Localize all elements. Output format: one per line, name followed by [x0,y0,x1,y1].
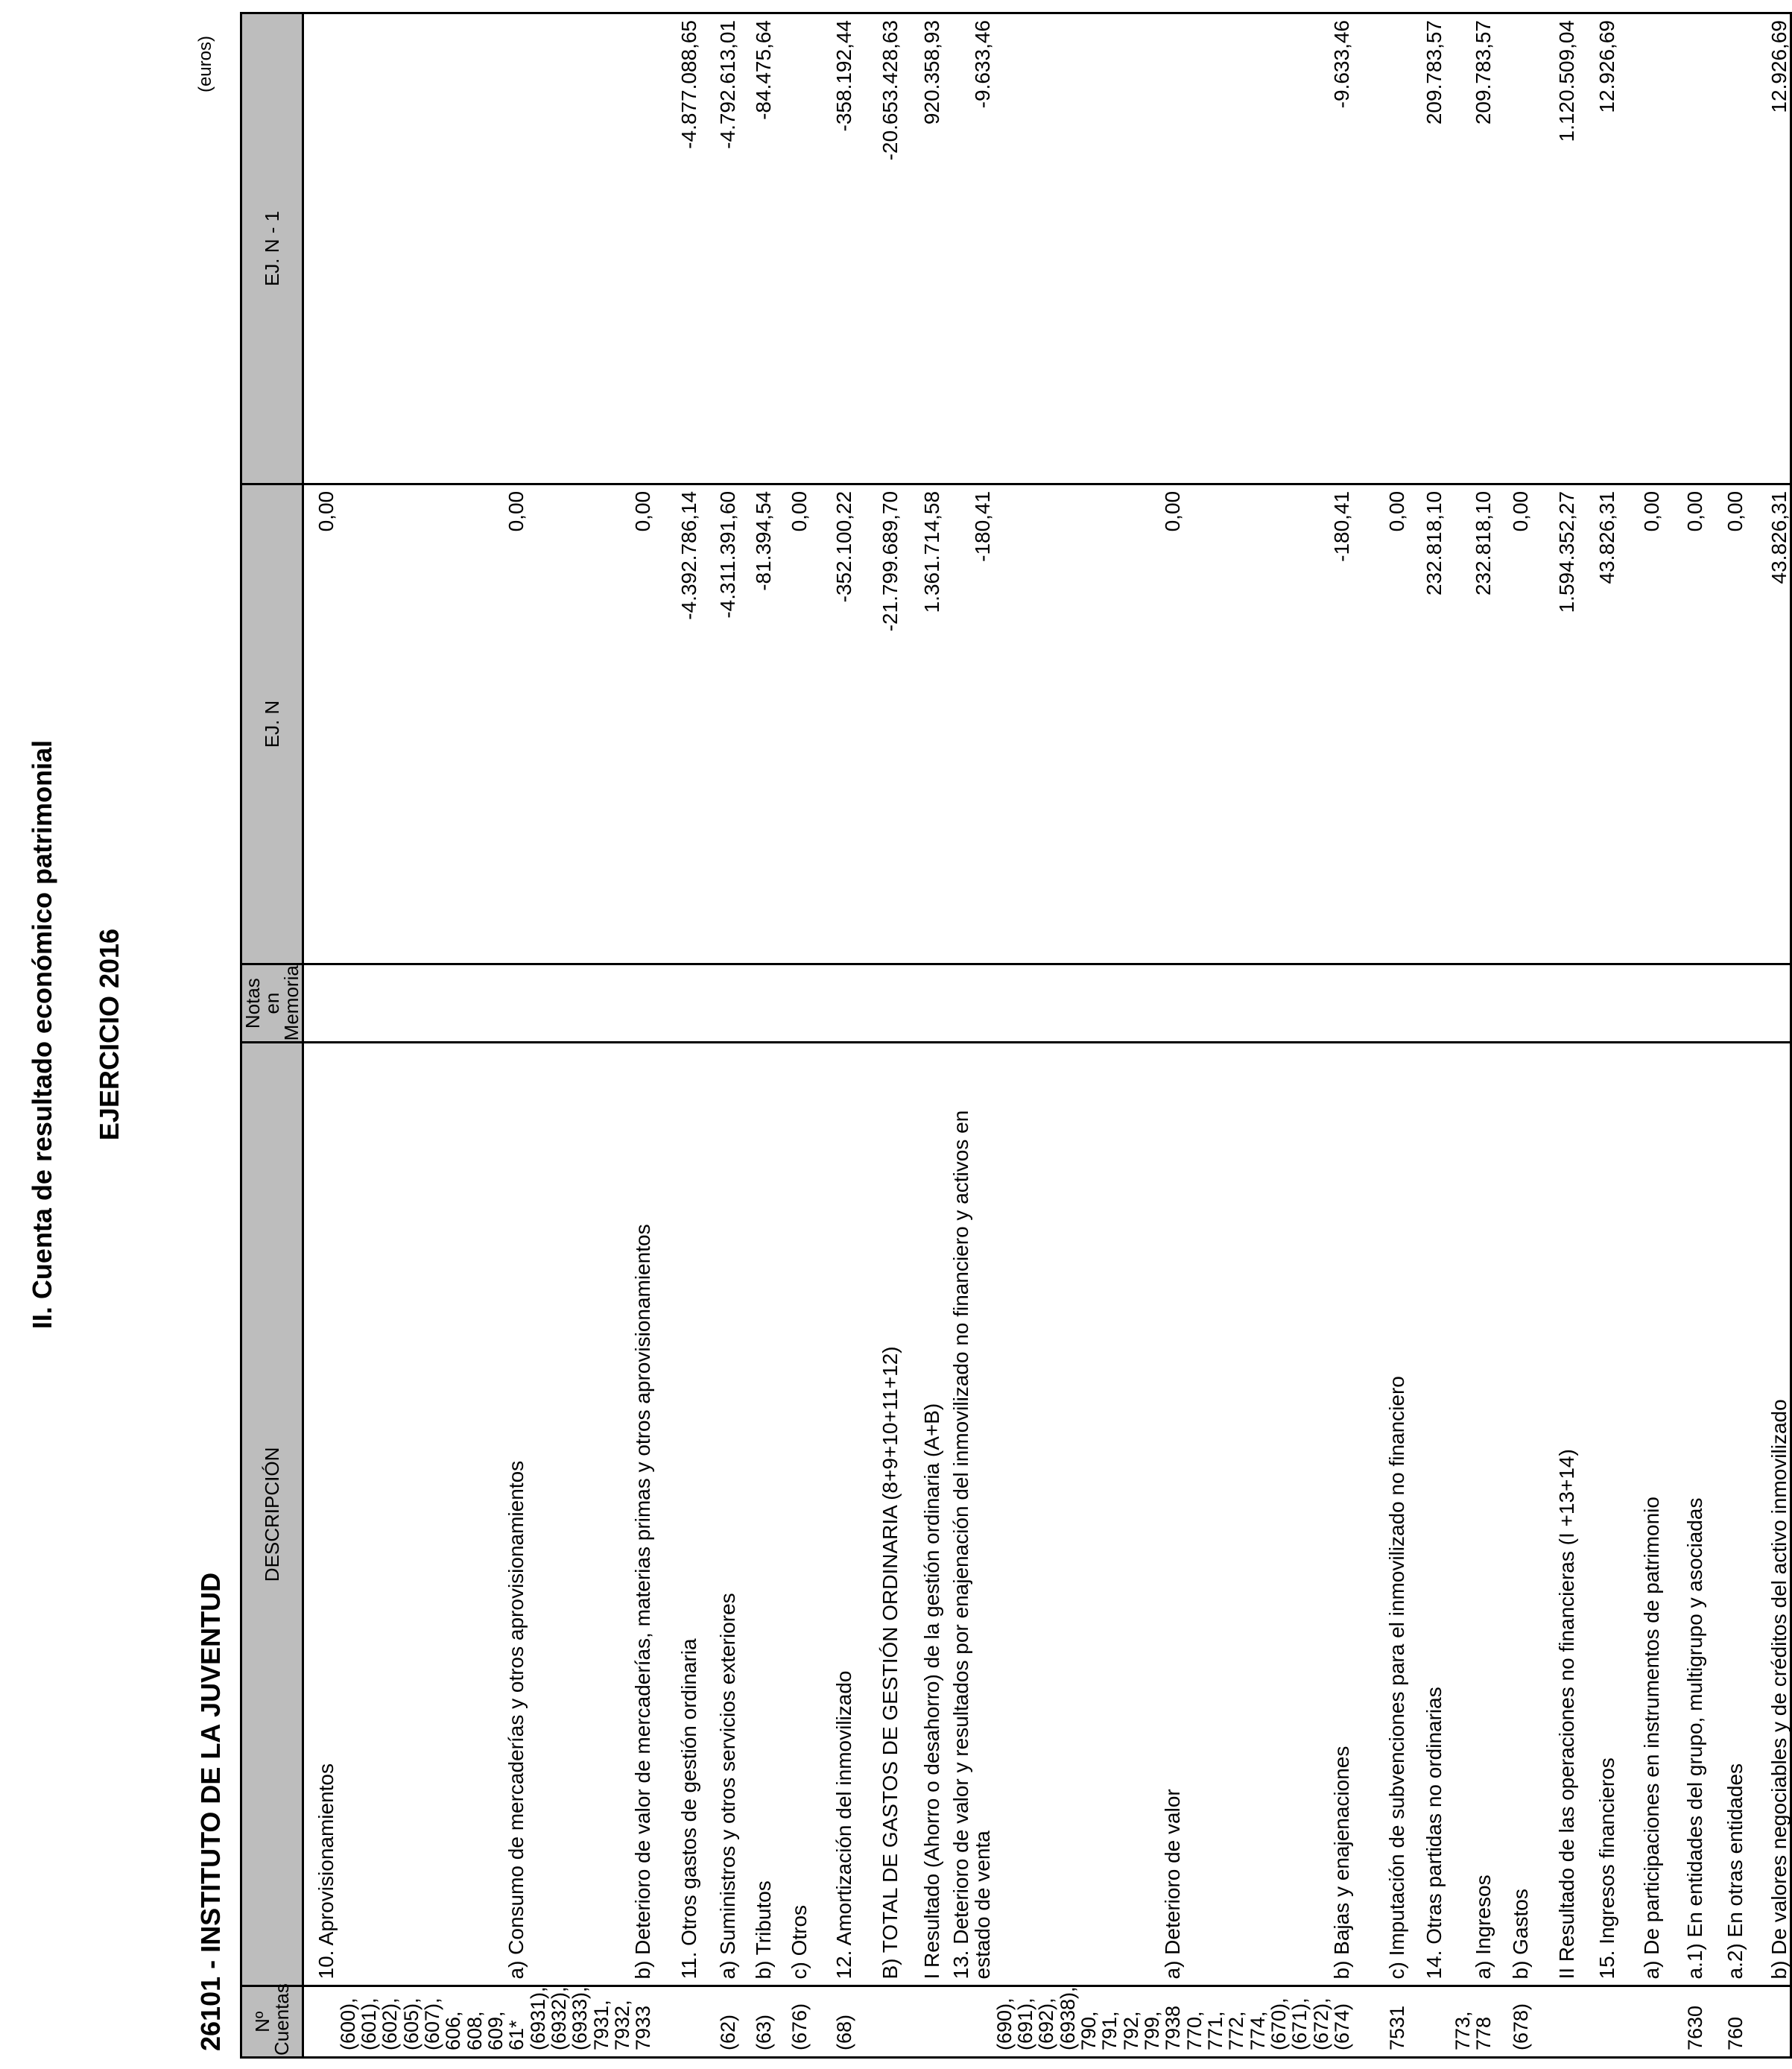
description-cell: 13. Deterioro de valor y resultados por enajenación del inmovilizado no financiero y activos en estado de venta [943,1043,994,1986]
table-row [1495,13,1532,2058]
description-cell: 15. Ingresos financieros [1578,1043,1618,1986]
account-cell: 773, 778 [1446,1986,1495,2058]
ejn-value-cell: 0,00 [303,484,338,964]
table-row [1184,13,1353,2058]
table-row [1747,13,1791,2058]
ejn1-value-cell [1706,13,1747,484]
notes-cell [994,964,1184,1043]
ejn1-value-cell: 209.783,57 [1408,13,1446,484]
notes-cell [1706,964,1747,1043]
ejn-value-cell: 0,00 [994,484,1184,964]
ejn1-value-cell: 920.358,93 [902,13,943,484]
description-cell: b) Deterioro de valor de mercaderías, materias primas y otros aprovisionamientos [528,1043,654,1986]
notes-cell [1532,964,1578,1043]
header-ejn: EJ. N [241,484,303,964]
ejn-value-cell: 0,00 [1353,484,1408,964]
header-ejn1: EJ. N - 1 [241,13,303,484]
notes-cell [1663,964,1706,1043]
description-cell: c) Imputación de subvenciones para el inmovilizado no financiero [1353,1043,1408,1986]
ejn-value-cell: -352.100,22 [811,484,855,964]
table-row [902,13,943,2058]
table-row [775,13,811,2058]
ejn1-value-cell [994,13,1184,484]
notes-cell [1618,964,1663,1043]
notes-cell [654,964,700,1043]
table-row [303,13,338,2058]
account-cell [303,1986,338,2058]
ejn1-value-cell [303,13,338,484]
ejn1-value-cell: 209.783,57 [1446,13,1495,484]
table-row [654,13,700,2058]
notes-cell [1578,964,1618,1043]
ejn-value-cell: 43.826,31 [1578,484,1618,964]
ejn1-value-cell: 12.926,69 [1578,13,1618,484]
account-cell [654,1986,700,2058]
header-row [241,13,303,2058]
account-cell [1618,1986,1663,2058]
notes-cell [1747,964,1791,1043]
ejn1-value-cell: 1.120.509,04 [1532,13,1578,484]
ejn-value-cell: 0,00 [1663,484,1706,964]
ejn-value-cell: 232.818,10 [1446,484,1495,964]
table-row [1532,13,1578,2058]
notes-cell [1495,964,1532,1043]
table-row [1446,13,1495,2058]
ejn-value-cell: -21.799.689,70 [855,484,902,964]
description-cell: 12. Amortización del inmovilizado [811,1043,855,1986]
header-descripcion: DESCRIPCIÓN [241,1043,303,1986]
ejn1-value-cell [1663,13,1706,484]
description-cell: b) Bajas y enajenaciones [1184,1043,1353,1986]
account-cell: (676) [775,1986,811,2058]
notes-cell [1446,964,1495,1043]
entity-name: 26101 - INSTITUTO DE LA JUVENTUD [195,1572,226,2051]
ejn1-value-cell: -358.192,44 [811,13,855,484]
description-cell: b) De valores negociables y de créditos del activo inmovilizado [1747,1043,1791,1986]
table-row [811,13,855,2058]
ejn-value-cell: 232.818,10 [1408,484,1446,964]
account-cell: 760 [1706,1986,1747,2058]
description-cell: 14. Otras partidas no ordinarias [1408,1043,1446,1986]
ejn-value-cell: 0,00 [338,484,528,964]
income-statement-table [240,12,1792,2059]
notes-cell [811,964,855,1043]
notes-cell [902,964,943,1043]
ejn1-value-cell [1495,13,1532,484]
description-cell: a.2) En otras entidades [1706,1043,1747,1986]
table-row [528,13,654,2058]
ejn1-value-cell: -84.475,64 [739,13,775,484]
account-cell: 770, 771, 772, 774, (670), (671), (672), (674) [1184,1986,1353,2058]
ejn-value-cell: -4.392.786,14 [654,484,700,964]
description-cell: b) Tributos [739,1043,775,1986]
ejn1-value-cell: 12.926,69 [1747,13,1791,484]
ejn-value-cell: 43.826,31 [1747,484,1791,964]
ejn-value-cell: 1.594.352,27 [1532,484,1578,964]
ejn-value-cell: -180,41 [943,484,994,964]
account-cell: (6931), (6932), (6933), 7931, 7932, 7933 [528,1986,654,2058]
table-row [338,13,528,2058]
table-row [1706,13,1747,2058]
ejn1-value-cell: -9.633,46 [1184,13,1353,484]
table-row [1408,13,1446,2058]
description-cell: b) Gastos [1495,1043,1532,1986]
ejn-value-cell: -180,41 [1184,484,1353,964]
account-cell: (690), (691), (692), (6938), 790, 791, 792, 799, 7938 [994,1986,1184,2058]
account-cell: (68) [811,1986,855,2058]
description-cell: a) De participaciones en instrumentos de patrimonio [1618,1043,1663,1986]
ejn-value-cell: -4.311.391,60 [700,484,739,964]
account-cell [1408,1986,1446,2058]
ejn1-value-cell [1353,13,1408,484]
account-cell [855,1986,902,2058]
description-cell: a) Deterioro de valor [994,1043,1184,1986]
description-cell: 11. Otros gastos de gestión ordinaria [654,1043,700,1986]
ejn-value-cell: 0,00 [1706,484,1747,964]
description-cell: a) Consumo de mercaderías y otros aprovisionamientos [338,1043,528,1986]
notes-cell [1353,964,1408,1043]
table-row [1663,13,1706,2058]
notes-cell [855,964,902,1043]
description-cell: a) Ingresos [1446,1043,1495,1986]
ejn-value-cell: 1.361.714,58 [902,484,943,964]
ejn-value-cell: 0,00 [775,484,811,964]
account-cell [1532,1986,1578,2058]
table-row [739,13,775,2058]
fiscal-year-heading: EJERCICIO 2016 [94,928,124,1141]
ejn1-value-cell [1618,13,1663,484]
account-cell: 7630 [1663,1986,1706,2058]
account-cell: 7531 [1353,1986,1408,2058]
ejn1-value-cell: -20.653.428,63 [855,13,902,484]
description-cell: a.1) En entidades del grupo, multigrupo y asociadas [1663,1043,1706,1986]
description-cell: II Resultado de las operaciones no financieras (I +13+14) [1532,1043,1578,1986]
description-cell: I Resultado (Ahorro o desahorro) de la gestión ordinaria (A+B) [902,1043,943,1986]
account-cell: (63) [739,1986,775,2058]
description-cell: c) Otros [775,1043,811,1986]
table-row [855,13,902,2058]
table-body [303,13,1791,2058]
account-cell [943,1986,994,2058]
account-cell [1578,1986,1618,2058]
notes-cell [700,964,739,1043]
notes-cell [338,964,528,1043]
ejn1-value-cell: -4.792.613,01 [700,13,739,484]
ejn1-value-cell [338,13,528,484]
table-row [1618,13,1663,2058]
ejn1-value-cell [528,13,654,484]
table-row [1578,13,1618,2058]
account-cell: (600), (601), (602), (605), (607), 606, 608, 609, 61* [338,1986,528,2058]
notes-cell [1184,964,1353,1043]
table-row [994,13,1184,2058]
page-title: II. Cuenta de resultado económico patrimonial [27,739,57,1330]
currency-units: (euros) [195,36,215,93]
header-notas: Notas en Memoria [241,964,303,1043]
ejn1-value-cell [775,13,811,484]
ejn-value-cell: 0,00 [528,484,654,964]
description-cell: a) Suministros y otros servicios exteriores [700,1043,739,1986]
header-cuentas: Nº Cuentas [241,1986,303,2058]
description-cell: 10. Aprovisionamientos [303,1043,338,1986]
notes-cell [1408,964,1446,1043]
table-row [1353,13,1408,2058]
ejn-value-cell: -81.394,54 [739,484,775,964]
ejn1-value-cell: -4.877.088,65 [654,13,700,484]
description-cell: B) TOTAL DE GASTOS DE GESTIÓN ORDINARIA (8+9+10+11+12) [855,1043,902,1986]
table-row [943,13,994,2058]
account-cell [902,1986,943,2058]
ejn1-value-cell: -9.633,46 [943,13,994,484]
notes-cell [739,964,775,1043]
table-row [700,13,739,2058]
notes-cell [775,964,811,1043]
notes-cell [303,964,338,1043]
notes-cell [943,964,994,1043]
notes-cell [528,964,654,1043]
ejn-value-cell: 0,00 [1618,484,1663,964]
account-cell [1747,1986,1791,2058]
ejn-value-cell: 0,00 [1495,484,1532,964]
account-cell: (678) [1495,1986,1532,2058]
account-cell: (62) [700,1986,739,2058]
